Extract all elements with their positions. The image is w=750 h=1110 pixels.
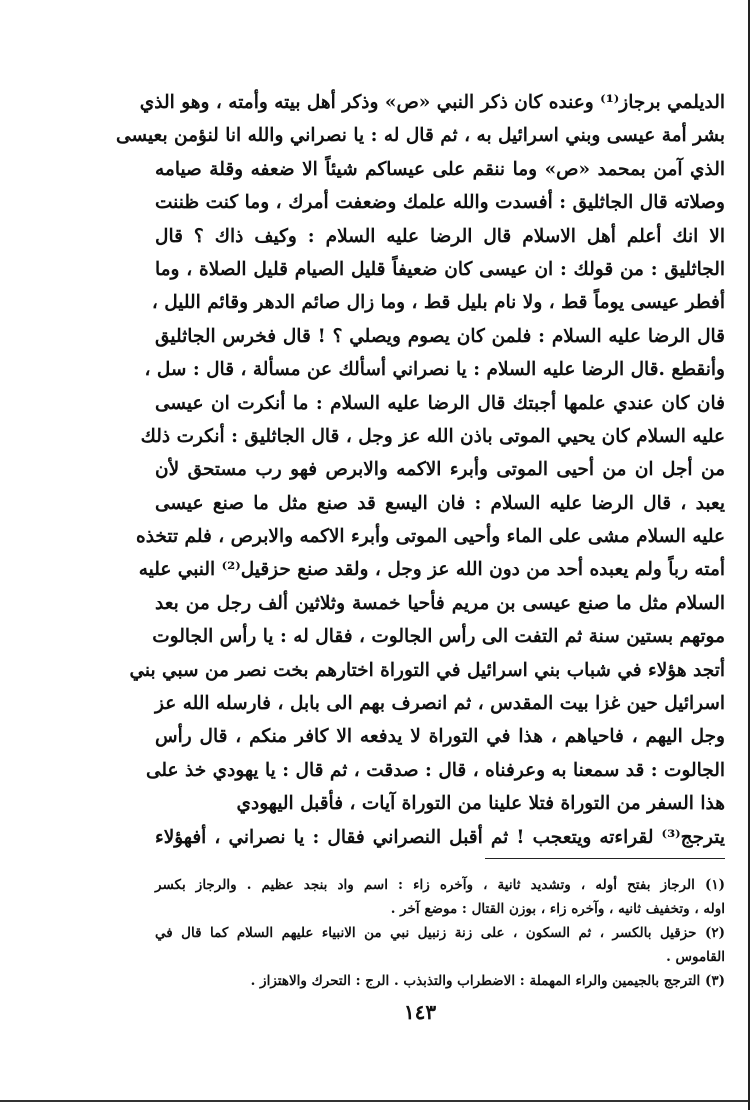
- footnote-line-5: (٣) الترجج بالجيمين والراء المهملة : الاضطراب والتذبذب . الرج : التحرك والاهتزاز .: [250, 973, 725, 989]
- text-line-19: اسرائيل حين غزا بيت المقدس ، ثم انصرف بهم الى بابل ، فارسله الله عز: [155, 693, 725, 715]
- text-line-12: من أجل ان من أحيى الموتى وأبرء الاكمه والابرص فهو رب مستحق لأن: [155, 459, 725, 481]
- text-line-13: يعبد ، قال الرضا عليه السلام : فان اليسع قد صنع مثل ما صنع عيسى: [155, 492, 725, 514]
- text-line-18: أتجد هؤلاء في شباب بني اسرائيل في التوراة اختارهم بخت نصر من سبي بني: [129, 659, 725, 681]
- text-line-8: قال الرضا عليه السلام : فلمن كان يصوم ويصلي ؟ ! قال فخرس الجاثليق: [155, 325, 725, 347]
- footnote-line-1: (١) الرجاز بفتح أوله ، وتشديد ثانية ، وآخره زاء : اسم واد بنجد عظيم . والرجاز بكسر: [155, 877, 725, 893]
- footnote-line-4: القاموس .: [666, 949, 725, 965]
- footnotes: [155, 873, 725, 993]
- text-line-23: يترجج⁽³⁾ لقراءته ويتعجب ! ثم أقبل النصراني فقال : يا نصراني ، أفهؤلاء: [155, 826, 725, 848]
- footnote-separator: [485, 858, 725, 859]
- text-line-6: الجاثليق : من قولك : ان عيسى كان ضعيفاً قليل الصيام قليل الصلاة ، وما: [155, 258, 725, 280]
- footnote-line-2: اوله ، وتخفيف ثانيه ، وآخره زاء ، بوزن القتال : موضع آخر .: [390, 901, 725, 917]
- main-text: [116, 86, 725, 854]
- text-line-7: أفطر عيسى يوماً قط ، ولا نام بليل قط ، وما زال صائم الدهر وقائم الليل ،: [151, 292, 725, 314]
- text-line-4: وصلاته قال الجاثليق : أفسدت والله علمك وضعفت أمرك ، وما كنت ظننت: [155, 192, 725, 214]
- text-line-16: السلام مثل ما صنع عيسى بن مريم فأحيا خمسة وثلاثين ألف رجل من بعد: [155, 592, 725, 614]
- text-line-14: عليه السلام مشى على الماء وأحيى الموتى وأبرء الاكمه والابرص ، فلم تتخذه: [136, 526, 725, 548]
- text-line-10: فان كان عندي علمها أجبتك قال الرضا عليه السلام : ما أنكرت ان عيسى: [155, 392, 725, 414]
- text-line-11: عليه السلام كان يحيي الموتى باذن الله عز وجل ، قال الجاثليق : أنكرت ذلك: [140, 425, 725, 447]
- text-line-17: موتهم بستين سنة ثم التفت الى رأس الجالوت ، فقال له : يا رأس الجالوت: [152, 626, 725, 648]
- text-line-20: وجل اليهم ، فاحياهم ، هذا في التوراة لا يدفعه الا كافر منكم ، قال رأس: [155, 726, 725, 748]
- bottom-edge-line: [0, 1100, 750, 1102]
- text-line-21: الجالوت : قد سمعنا به وعرفناه ، قال : صدقت ، ثم قال : يا يهودي خذ على: [146, 759, 725, 781]
- text-line-15: أمته رباً ولم يعبده أحد من دون الله عز وجل ، ولقد صنع حزقيل⁽²⁾ النبي عليه: [138, 559, 725, 581]
- text-line-1: الديلمي برجاز⁽¹⁾ وعنده كان ذكر النبي «ص» وذكر أهل بيته وأمته ، وهو الذي: [139, 92, 725, 113]
- text-line-5: الا انك أعلم أهل الاسلام قال الرضا عليه السلام : وكيف ذاك ؟ قال: [155, 225, 725, 247]
- text-line-9: وأنقطع .قال الرضا عليه السلام : يا نصراني أسألك عن مسألة ، قال : سل ،: [144, 359, 725, 381]
- footnote-line-3: (٢) حزقيل بالكسر ، ثم السكون ، على زنة زنبيل نبي من الانبياء عليهم السلام كما قال في: [155, 925, 725, 941]
- text-line-3: الذي آمن بمحمد «ص» وما ننقم على عيساكم شيئاً الا ضعفه وقلة صيامه: [155, 158, 725, 180]
- text-line-22: هذا السفر من التوراة فتلا علينا من التوراة آيات ، فأقبل اليهودي: [236, 793, 725, 815]
- text-line-2: بشر أمة عيسى وبني اسرائيل به ، ثم قال له : يا نصراني والله انا لنؤمن بعيسى: [116, 125, 725, 147]
- page-number: ١٤٣: [403, 1000, 437, 1024]
